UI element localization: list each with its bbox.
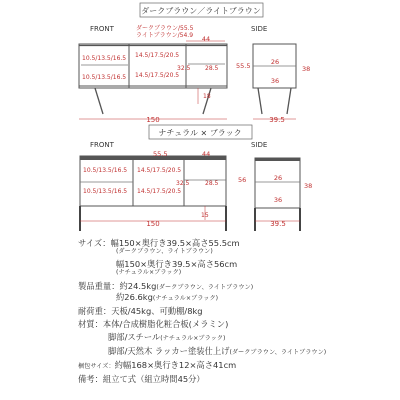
side-39-5: 39.5 (269, 116, 285, 124)
diagram2-title: ナチュラル × ブラック (158, 128, 242, 138)
spec-material-2-value: 脚部/スチール (108, 332, 161, 343)
diagram1-title: ダークブラウン／ライトブラウン (141, 6, 261, 16)
spec-weight-1 (78, 281, 398, 292)
diagram1-side-label: SIDE (251, 25, 268, 33)
diagram1-title-box (140, 3, 263, 17)
dim2-55-5: 55.5 (153, 150, 168, 158)
dim-dark-brown: ダークブラウン/55.5 (136, 25, 194, 32)
spec-material-2-note: (ナチュラル×ブラック) (160, 335, 226, 343)
spec-weight-1-note: (ダークブラウン、ライトブラウン) (156, 284, 254, 292)
spec-load-label: 耐荷重： (78, 305, 112, 316)
dim2-left-col-top: 10.5/13.5/16.5 (83, 167, 128, 174)
diagram2-front-label: FRONT (90, 141, 114, 149)
spec-size-2-note: (ナチュラル×ブラック) (116, 269, 182, 277)
dim-mid-col-bottom: 14.5/17.5/20.5 (135, 72, 180, 79)
side2-26: 26 (273, 174, 283, 182)
diagram2-side-label: SIDE (251, 141, 268, 149)
spec-weight-1-value: 約24.5kg (119, 281, 157, 292)
spec-note-value: 組立て式（組立時間45分） (102, 373, 205, 384)
dim2-150: 150 (146, 220, 160, 228)
dim2-44: 44 (202, 150, 211, 158)
dim-left-col-top: 10.5/13.5/16.5 (82, 55, 127, 62)
spec-load-value: 天板/45kg、可動棚/8kg (111, 305, 203, 316)
dim2-15: 15 (201, 212, 209, 219)
dim-18: 18 (203, 93, 211, 100)
spec-package-value: 約幅168×奥行き12×高さ41cm (114, 359, 237, 370)
dim-150: 150 (146, 116, 160, 124)
spec-weight-label: 製品重量： (78, 281, 120, 292)
spec-package (78, 360, 398, 371)
side-26: 26 (270, 58, 280, 66)
dim-28-5: 28.5 (205, 65, 219, 72)
spec-size-1-note: (ダークブラウン、ライトブラウン) (116, 248, 213, 256)
dim-mid-col-top: 14.5/17.5/20.5 (135, 52, 180, 59)
dim2-28-5: 28.5 (205, 180, 219, 187)
dim2-mid-col-top: 14.5/17.5/20.5 (137, 167, 182, 174)
diagram1-front-label: FRONT (90, 25, 114, 33)
diagram2-title-box (149, 125, 252, 139)
dim-44: 44 (201, 35, 211, 43)
spec-material-3-value: 脚部/天然木 ラッカー塗装仕上げ (108, 346, 230, 357)
spec-note-label: 備考： (78, 373, 103, 384)
dim-light-brown: ライトブラウン/54.9 (136, 32, 194, 39)
spec-material-3-note: (ダークブラウン、ライトブラウン) (229, 349, 327, 357)
spec-size-label: サイズ： (78, 238, 111, 248)
spec-note (78, 374, 398, 384)
spec-material-3 (78, 346, 398, 357)
product-specs (78, 238, 398, 384)
diagram-natural-black (0, 120, 400, 238)
spec-size-1 (78, 238, 398, 248)
side-38: 38 (302, 65, 311, 73)
spec-size-1-value: 幅150×奥行き39.5×高さ55.5cm (110, 238, 240, 248)
spec-weight-2 (78, 292, 398, 303)
side2-39-5: 39.5 (270, 220, 286, 228)
spec-package-label: 梱包サイズ： (78, 362, 115, 370)
spec-material-1-value: 本体/合成樹脂化粧合板(メラミン) (102, 319, 229, 330)
dim2-left-col-bottom: 10.5/13.5/16.5 (83, 188, 128, 195)
side-36: 36 (270, 77, 280, 85)
side2-36: 36 (273, 196, 283, 204)
spec-material-1 (78, 319, 398, 329)
dim-32-5: 32.5 (177, 65, 191, 72)
spec-weight-2-value: 約26.6kg (116, 291, 153, 302)
dim2-56: 56 (238, 176, 247, 184)
dim2-mid-col-bottom: 14.5/17.5/20.5 (137, 188, 182, 195)
diagram-dark-light-brown (0, 0, 400, 125)
spec-load (78, 306, 398, 316)
side2-38: 38 (304, 182, 313, 190)
spec-size-2: 幅150×奥行き39.5×高さ56cm (116, 259, 238, 270)
dim-55-5: 55.5 (236, 62, 251, 70)
dim2-32-5: 32.5 (176, 180, 190, 187)
spec-material-2 (78, 332, 398, 343)
spec-weight-2-note: (ナチュラル×ブラック) (152, 294, 219, 302)
spec-material-label: 材質： (78, 319, 103, 330)
dim-left-col-bottom: 10.5/13.5/16.5 (82, 74, 127, 81)
